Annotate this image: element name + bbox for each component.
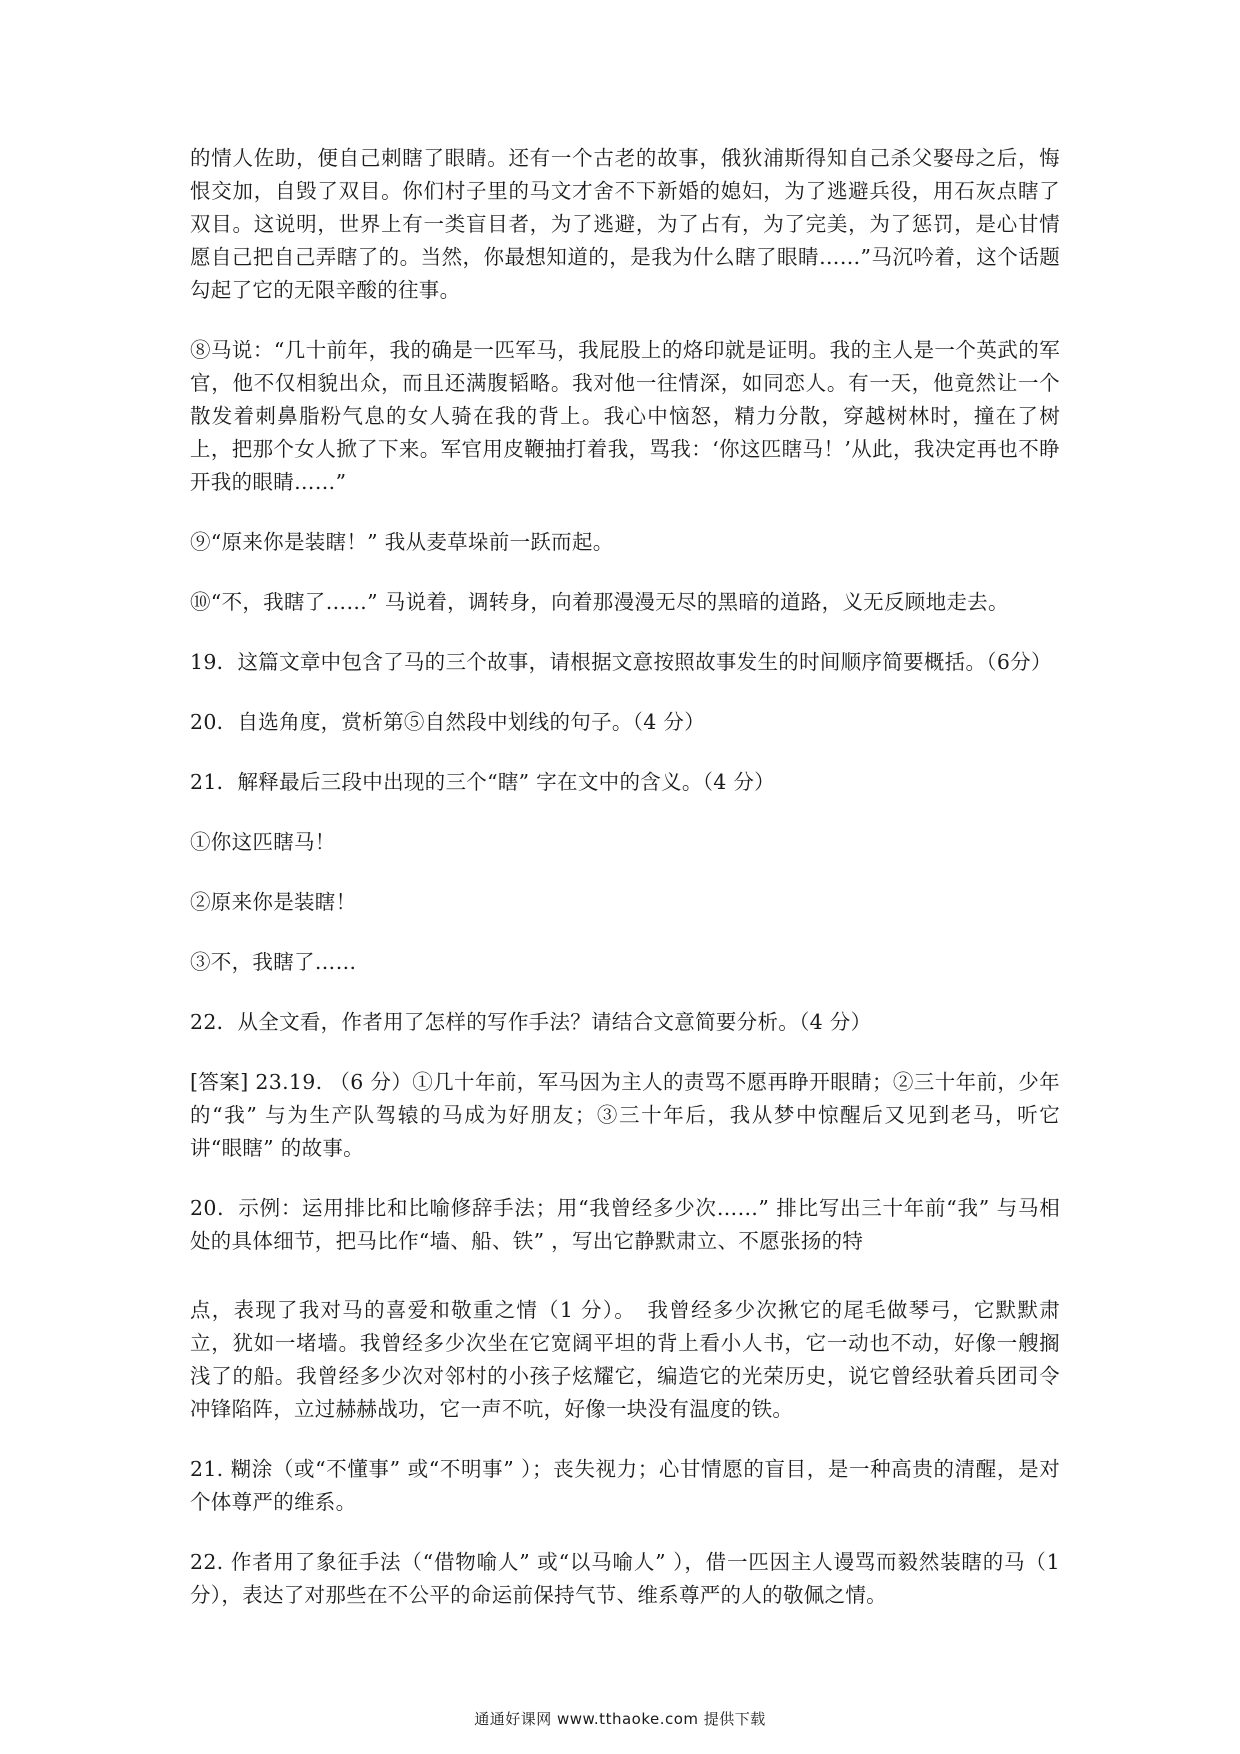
answer-20-continued: 点，表现了我对马的喜爱和敬重之情（1 分）。 我曾经多少次揪它的尾毛做琴弓，它默默肃立，犹如一堵墙。我曾经多少次坐在它宽阔平坦的背上看小人书，它一动也不动，好像一艘搁浅了的船。我曾经多少次对邻村的小孩子炫耀它，编造它的光荣历史，说它曾经驮着兵团司令冲锋陷阵，立过赫赫战功，它一声不吭，好像一块没有温度的铁。 xyxy=(190,1298,1060,1421)
paragraph-10: ⑩“不，我瞎了……” 马说着，调转身，向着那漫漫无尽的黑暗的道路，义无反顾地走去。 xyxy=(190,590,1009,614)
document-body xyxy=(190,142,1060,1639)
answer-22: 22. 作者用了象征手法（“借物喻人” 或“以马喻人” ），借一匹因主人谩骂而毅然装瞎的马（1 分），表达了对那些在不公平的命运前保持气节、维系尊严的人的敬佩之情。 xyxy=(190,1550,1060,1607)
page-footer-watermark: 通通好课网 www.tthaoke.com 提供下载 xyxy=(474,1710,766,1728)
paragraph-story-blind-examples: 的情人佐助，便自己刺瞎了眼睛。还有一个古老的故事，俄狄浦斯得知自己杀父娶母之后，悔恨交加，自毁了双目。你们村子里的马文才舍不下新婚的媳妇，为了逃避兵役，用石灰点瞎了双目。这说明，世界上有一类盲目者，为了逃避，为了占有，为了完美，为了惩罚，是心甘情愿自己把自己弄瞎了的。当然，你最想知道的，是我为什么瞎了眼睛……”马沉吟着，这个话题勾起了它的无限辛酸的往事。 xyxy=(190,146,1060,302)
question-21-item-1: ①你这匹瞎马！ xyxy=(190,830,336,854)
question-22: 22．从全文看，作者用了怎样的写作手法？请结合文意简要分析。（4 分） xyxy=(190,1010,872,1034)
answer-20: 20．示例：运用排比和比喻修辞手法；用“我曾经多少次……” 排比写出三十年前“我” 与马相处的具体细节，把马比作“墙、船、铁” ，写出它静默肃立、不愿张扬的特 xyxy=(190,1196,1060,1253)
question-21-item-2: ②原来你是装瞎！ xyxy=(190,890,357,914)
question-20: 20．自选角度，赏析第⑤自然段中划线的句子。（4 分） xyxy=(190,710,705,734)
question-21-item-3: ③不，我瞎了…… xyxy=(190,950,357,974)
paragraph-9: ⑨“原来你是装瞎！” 我从麦草垛前一跃而起。 xyxy=(190,530,614,554)
answer-21: 21. 糊涂（或“不懂事” 或“不明事” ）；丧失视力；心甘情愿的盲目，是一种高贵的清醒，是对个体尊严的维系。 xyxy=(190,1457,1060,1514)
question-19: 19．这篇文章中包含了马的三个故事，请根据文意按照故事发生的时间顺序简要概括。（6分） xyxy=(190,650,1052,674)
question-21: 21．解释最后三段中出现的三个“瞎” 字在文中的含义。（4 分） xyxy=(190,770,775,794)
answer-19: [答案] 23.19. （6 分）①几十年前，军马因为主人的责骂不愿再睁开眼睛；②三十年前，少年的“我” 与为生产队驾辕的马成为好朋友；③三十年后，我从梦中惊醒后又见到老马，听它讲“眼瞎” 的故事。 xyxy=(190,1070,1060,1160)
paragraph-8-horse-story: ⑧马说：“几十前年，我的确是一匹军马，我屁股上的烙印就是证明。我的主人是一个英武的军官，他不仅相貌出众，而且还满腹韬略。我对他一往情深，如同恋人。有一天，他竟然让一个散发着刺鼻脂粉气息的女人骑在我的背上。我心中恼怒，精力分散，穿越树林时，撞在了树上，把那个女人掀了下来。军官用皮鞭抽打着我，骂我：‘你这匹瞎马！’从此，我决定再也不睁开我的眼睛……” xyxy=(190,338,1060,494)
